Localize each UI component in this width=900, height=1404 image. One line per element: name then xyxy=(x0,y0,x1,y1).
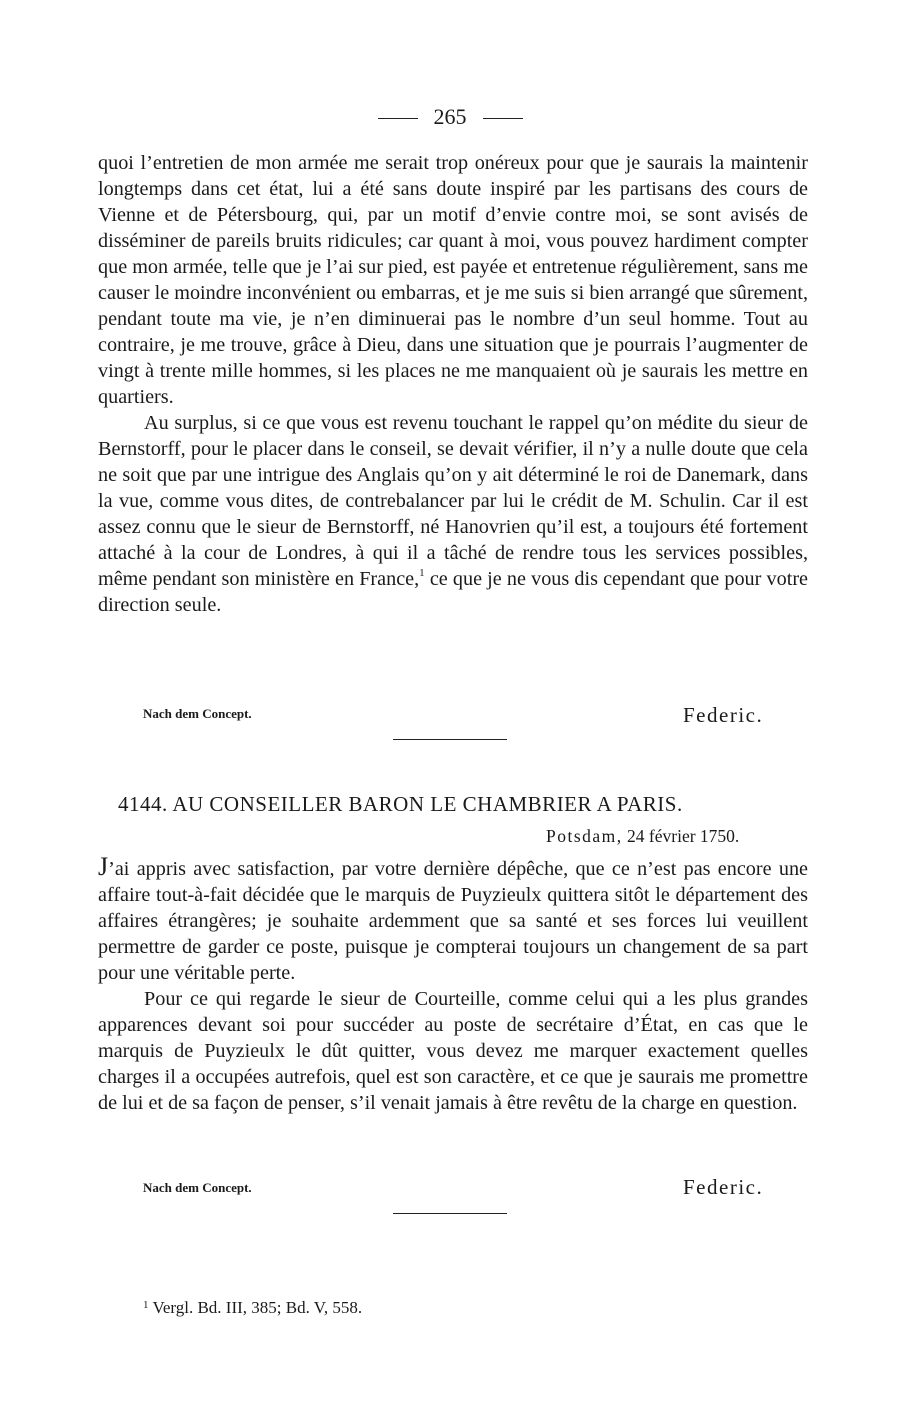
section-divider-2 xyxy=(393,1213,507,1214)
page-number-dash-left xyxy=(378,118,418,119)
letter-4144-paragraph-1-text: ’ai appris avec satisfaction, par votre dernière dépêche, que ce n’est pas encore une affaire tout-à-fait décidée que le marquis de Puyzieulx quittera sitôt le département des affaires étrangères; je souhaite ardemment que sa santé et ses forces lui veuillent permettre de garder ce poste, puisque je compterai toujours un changement de sa part pour une véritable perte. xyxy=(98,858,808,984)
footnote-reference: 1 xyxy=(419,567,425,579)
top-letter-body xyxy=(98,150,808,618)
page-number xyxy=(0,104,900,130)
top-letter-signature: Federic. xyxy=(683,703,764,727)
top-letter-paragraph-1: quoi l’entretien de mon armée me serait trop onéreux pour que je saurais la maintenir longtemps dans cet état, lui a été sans doute inspiré par les partisans des cours de Vienne et de Pétersbourg, qui, par un motif d’envie contre moi, se sont avisés de disséminer de pareils bruits ridicules; car quant à moi, vous pouvez hardiment compter que mon armée, telle que je l’ai sur pied, est payée et entretenue régulièrement, sans me causer le moindre inconvénient ou embarras, et je me suis si bien arrangé que sûrement, pendant toute ma vie, je n’en diminuerai pas le nombre d’un seul homme. Tout au contraire, je me trouve, grâce à Dieu, dans une situation que je pourrais l’augmenter de vingt à trente mille hommes, si les places ne me manquaient où je saurais les mettre en quartiers. xyxy=(98,152,808,408)
top-letter-paragraph-2 xyxy=(98,410,808,618)
top-letter-source-note: Nach dem Concept. xyxy=(143,706,252,721)
page-number-text: 265 xyxy=(433,104,467,129)
footnote xyxy=(143,1298,362,1318)
top-letter-paragraph-2-text: Au surplus, si ce que vous est revenu touchant le rappel qu’on médite du sieur de Bernstorff, pour le placer dans le conseil, se devait vérifier, il n’y a nulle doute que cela ne soit que par une intrigue des Anglais qu’on y ait déterminé le roi de Danemark, dans la vue, comme vous dites, de contrebalancer par lui le crédit de M. Schulin. Car il est assez connu que le sieur de Bernstorff, né Hanovrien qu’il est, a toujours été fortement attaché à la cour de Londres, à qui il a tâché de rendre tous les services possibles, même pendant son ministère en France, xyxy=(98,412,808,590)
letter-dateline xyxy=(546,826,739,847)
letter-4144-body xyxy=(98,854,808,1116)
footnote-marker: 1 xyxy=(143,1299,149,1311)
letter-place: Potsdam, xyxy=(546,826,623,846)
top-letter-paragraph-2-end: ce que je ne vous dis cependant que pour votre direction seule. xyxy=(98,568,809,616)
drop-cap: J xyxy=(98,852,109,881)
letter-4144-source-note: Nach dem Concept. xyxy=(143,1180,252,1195)
letter-date: 24 février 1750. xyxy=(627,826,740,846)
section-divider-1 xyxy=(393,739,507,740)
footnote-text: Vergl. Bd. III, 385; Bd. V, 558. xyxy=(152,1298,363,1317)
letter-4144-signature: Federic. xyxy=(683,1175,764,1199)
letter-4144-paragraph-1 xyxy=(98,854,808,986)
page-number-dash-right xyxy=(483,118,523,119)
letter-heading: 4144. AU CONSEILLER BARON LE CHAMBRIER A PARIS. xyxy=(118,792,683,816)
letter-4144-paragraph-2: Pour ce qui regarde le sieur de Courteille, comme celui qui a les plus grandes apparences devant soi pour succéder au poste de secrétaire d’État, en cas que le marquis de Puyzieulx le dût quitter, vous devez me marquer exactement quelles charges il a occupées autrefois, quel est son caractère, et ce que je saurais me promettre de lui et de sa façon de penser, s’il venait jamais à être revêtu de la charge en question. xyxy=(98,988,808,1114)
